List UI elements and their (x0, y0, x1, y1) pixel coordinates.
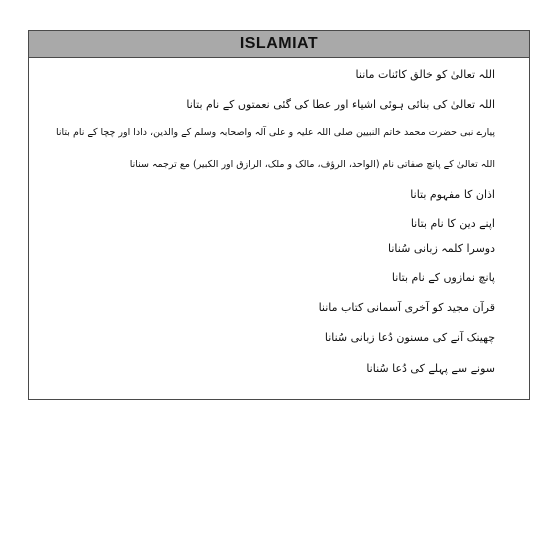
list-item: اللہ تعالیٰ کو خالق کائنات ماننا (355, 68, 495, 81)
list-item: قرآن مجید کو آخری آسمانی کتاب ماننا (318, 301, 495, 314)
list-item: سونے سے پہلے کی دُعا سُنانا (366, 362, 495, 375)
list-item: پیارے نبی حضرت محمد خاتم النبیین صلی اللہ علیہ و علی آلہ واصحابہ وسلم کے والدین، دادا اور چچا کے نام بتانا (56, 127, 495, 138)
card-header (29, 31, 529, 58)
list-item: چھینک آنے کی مسنون دُعا زبانی سُنانا (324, 331, 495, 344)
list-item: اللہ تعالیٰ کی بنائی ہوئی اشیاء اور عطا کی گئی نعمتوں کے نام بتانا (186, 98, 495, 111)
list-item: دوسرا کلمہ زبانی سُنانا (388, 242, 495, 255)
card-title: ISLAMIAT (239, 35, 319, 52)
list-item: اذان کا مفہوم بتانا (410, 188, 495, 201)
list-item: اپنے دین کا نام بتانا (410, 217, 495, 230)
list-item: پانچ نمازوں کے نام بتانا (391, 271, 495, 284)
list-item: اللہ تعالیٰ کے پانچ صفاتی نام (الواحد، الرؤف، مالک و ملک، الرازق اور الکبیر) مع ترجمہ سنانا (129, 159, 495, 170)
islamiat-card (28, 30, 530, 400)
